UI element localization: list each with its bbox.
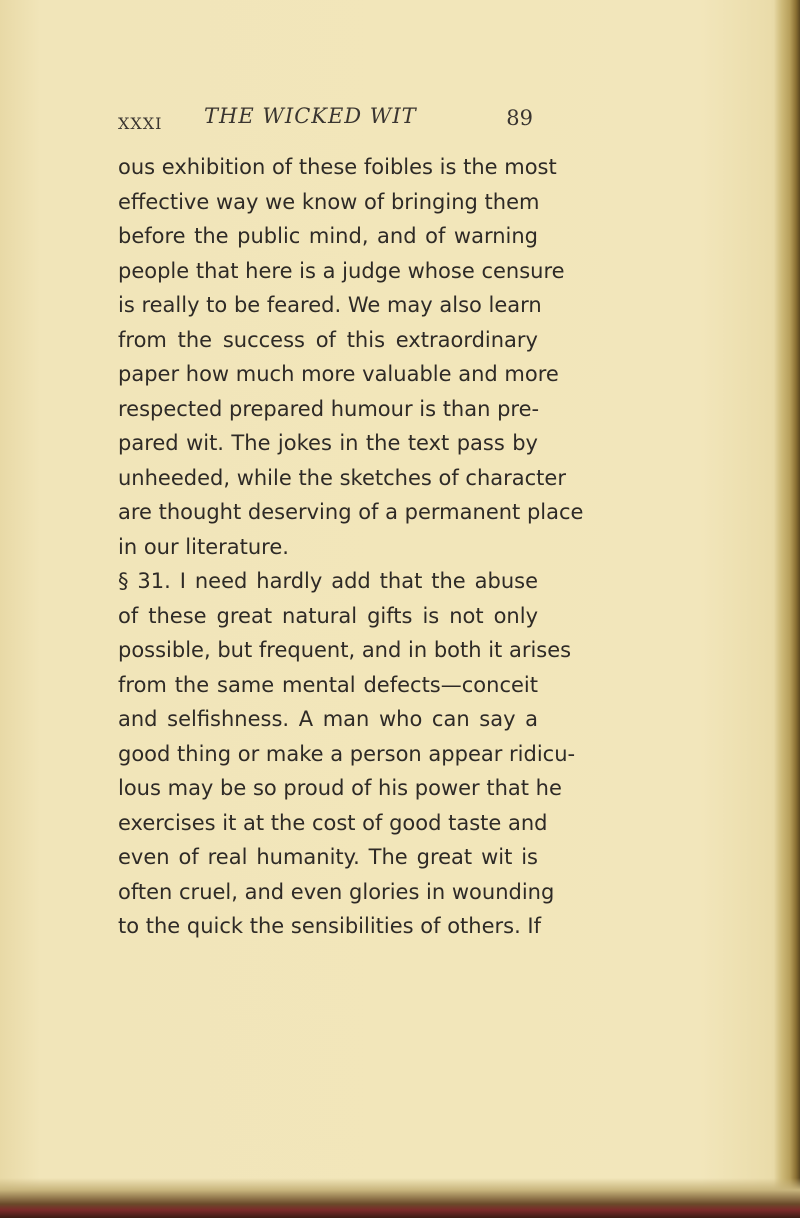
book-spine-edge (774, 0, 800, 1218)
text-line: possible, but frequent, and in both it arises (118, 638, 572, 662)
text-line: people that here is a judge whose censure (118, 258, 565, 283)
text-line: before the public mind, and of warning (118, 224, 538, 248)
text-line: pared wit. The jokes in the text pass by (118, 431, 538, 455)
text-line: exercises it at the cost of good taste and (118, 810, 548, 835)
text-line: paper how much more valuable and more (118, 362, 559, 386)
text-line: from the success of this extraordinary (118, 327, 538, 352)
text-line: respected prepared humour is than pre- (118, 396, 540, 421)
body-text (118, 150, 584, 944)
text-line: often cruel, and even glories in wounding (118, 879, 555, 904)
text-line: from the same mental defects—conceit (118, 672, 538, 697)
text-line: and selfishness. A man who can say a (118, 707, 538, 731)
text-line: are thought deserving of a permanent place (118, 500, 584, 524)
section-signature: XXXI (118, 114, 163, 133)
text-line: even of real humanity. The great wit is (118, 845, 538, 869)
text-line: to the quick the sensibilities of others. If (118, 914, 542, 938)
running-header (118, 104, 533, 138)
section-start-line: § 31. I need hardly add that the abuse (118, 569, 538, 593)
running-title: THE WICKED WIT (204, 104, 417, 128)
text-line: lous may be so proud of his power that he (118, 776, 562, 800)
text-line: effective way we know of bringing them (118, 189, 540, 214)
text-line: of these great natural gifts is not only (118, 603, 538, 628)
text-line: in our literature. (118, 534, 289, 559)
text-line: unheeded, while the sketches of character (118, 465, 566, 490)
text-line: is really to be feared. We may also learn (118, 293, 542, 317)
text-line: ous exhibition of these foibles is the most (118, 155, 557, 179)
page-number: 89 (506, 106, 533, 130)
book-bottom-edge (0, 1178, 800, 1218)
text-line: good thing or make a person appear ridicu- (118, 741, 576, 766)
